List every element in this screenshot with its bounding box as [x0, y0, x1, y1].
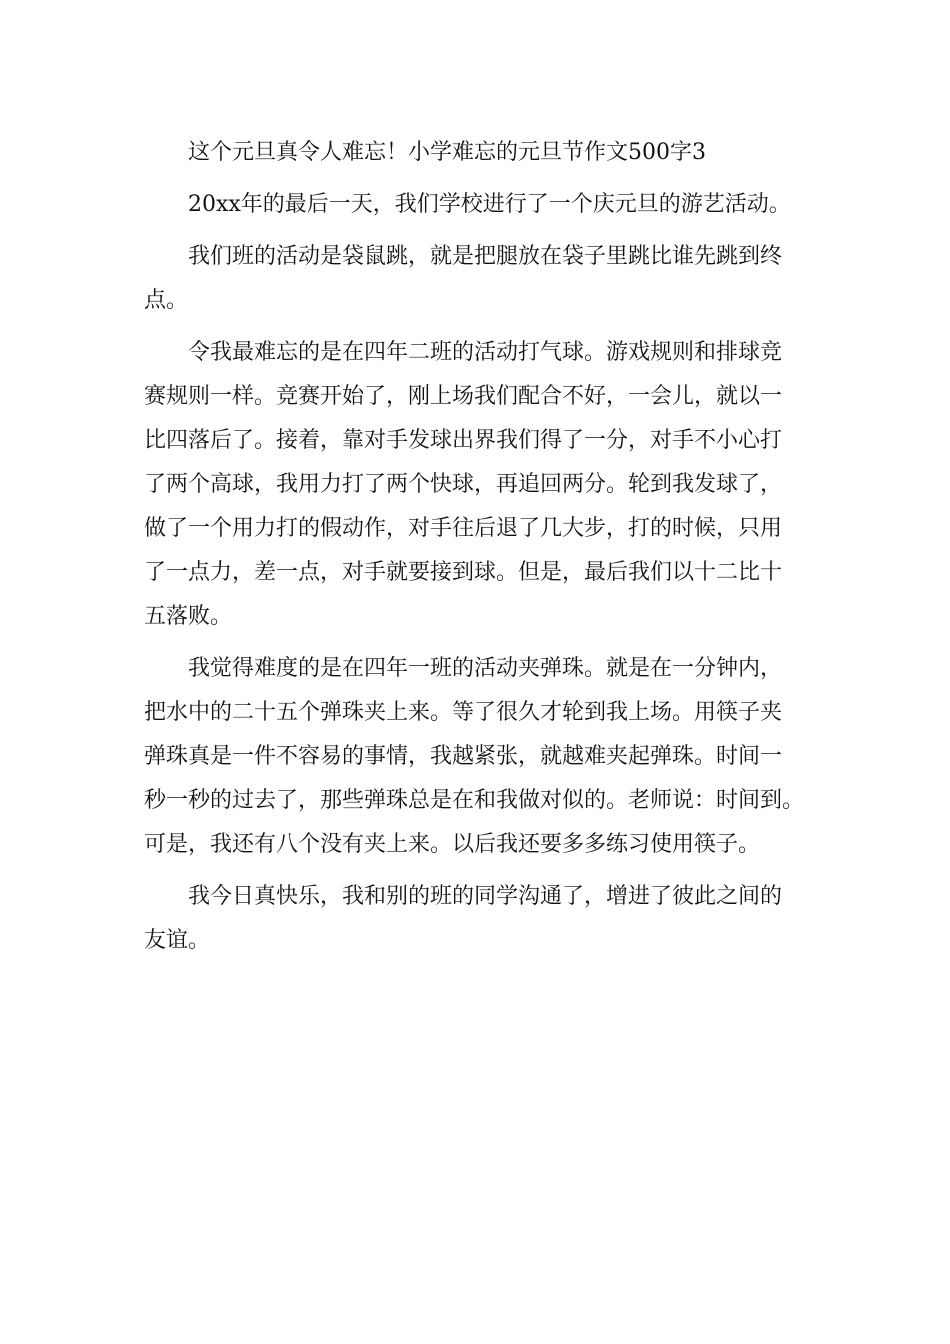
paragraph-line: 赛规则一样。竞赛开始了，刚上场我们配合不好，一会儿，就以一 [144, 384, 783, 409]
paragraph-2 [144, 235, 824, 323]
paragraph-line: 我们班的活动是袋鼠跳，就是把腿放在袋子里跳比谁先跳到终 [188, 244, 783, 269]
paragraph-4 [144, 647, 824, 867]
paragraph-line: 点。 [144, 288, 189, 313]
paragraph-line: 比四落后了。接着，靠对手发球出界我们得了一分，对手不小心打 [144, 428, 783, 453]
paragraph-line: 可是，我还有八个没有夹上来。以后我还要多多练习使用筷子。 [144, 832, 761, 857]
document-body [144, 131, 824, 971]
paragraph-line: 我觉得难度的是在四年一班的活动夹弹珠。就是在一分钟内， [188, 656, 783, 681]
paragraph-line: 了一点力，差一点，对手就要接到球。但是，最后我们以十二比十 [144, 560, 783, 585]
paragraph-line: 做了一个用力打的假动作，对手往后退了几大步，打的时候，只用 [144, 516, 783, 541]
paragraph-line: 五落败。 [144, 604, 233, 629]
paragraph-line: 了两个高球，我用力打了两个快球，再追回两分。轮到我发球了， [144, 472, 783, 497]
paragraph-line: 令我最难忘的是在四年二班的活动打气球。游戏规则和排球竞 [188, 340, 783, 365]
paragraph-3 [144, 331, 824, 639]
document-title: 这个元旦真令人难忘！小学难忘的元旦节作文500字3 [188, 140, 706, 165]
paragraph-line: 友谊。 [144, 928, 211, 953]
paragraph-5 [144, 875, 824, 963]
paragraph-line: 20xx年的最后一天，我们学校进行了一个庆元旦的游艺活动。 [188, 192, 791, 217]
paragraph-1 [144, 183, 824, 227]
paragraph-line: 我今日真快乐，我和别的班的同学沟通了，增进了彼此之间的 [188, 884, 783, 909]
paragraph-line: 弹珠真是一件不容易的事情，我越紧张，就越难夹起弹珠。时间一 [144, 744, 783, 769]
paragraph-line: 秒一秒的过去了，那些弹珠总是在和我做对似的。老师说：时间到。 [144, 788, 805, 813]
paragraph-line: 把水中的二十五个弹珠夹上来。等了很久才轮到我上场。用筷子夹 [144, 700, 783, 725]
